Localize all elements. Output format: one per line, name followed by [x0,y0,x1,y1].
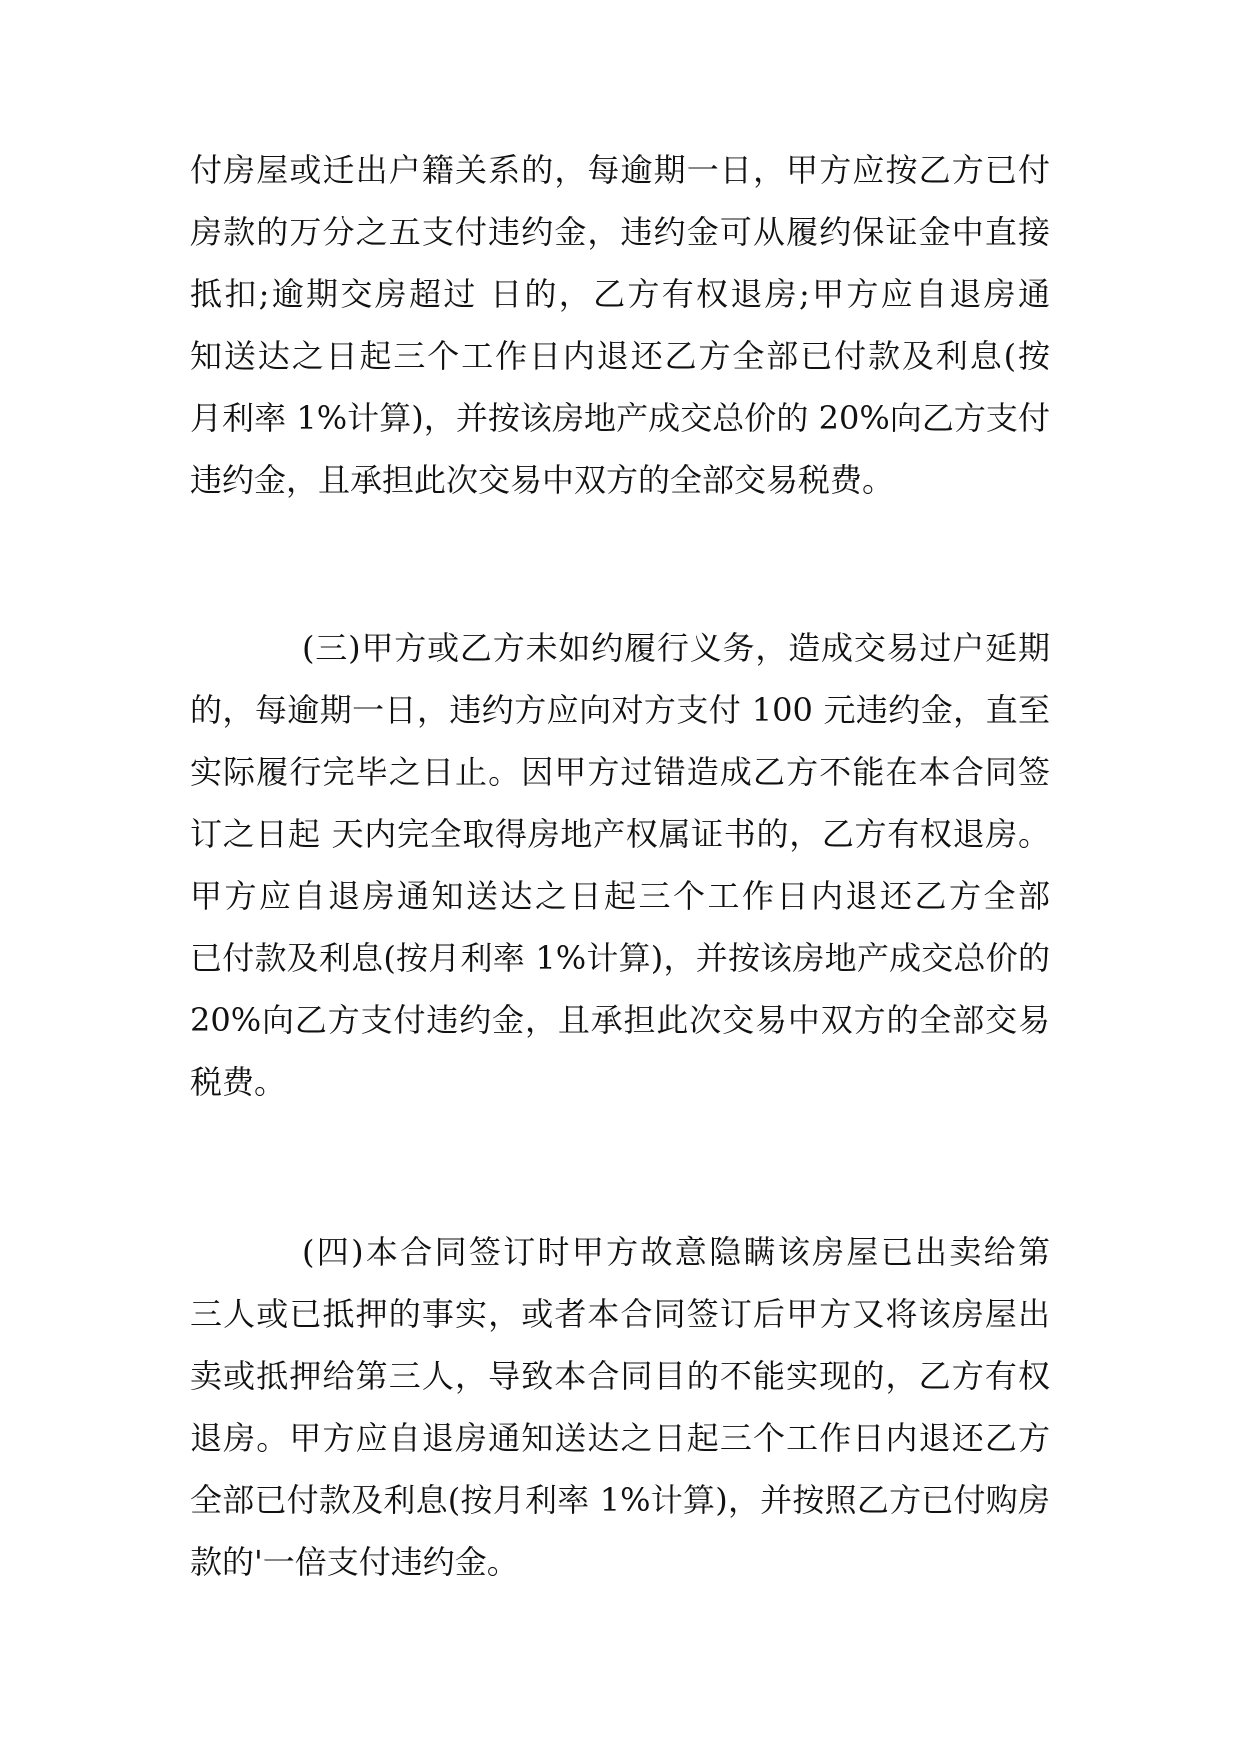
paragraph-line: 款的'一倍支付违约金。 [190,1543,519,1581]
paragraph-line: 全部已付款及利息(按月利率 1%计算)，并按照乙方已付购房 [190,1481,1050,1519]
paragraph-line: 三人或已抵押的事实，或者本合同签订后甲方又将该房屋出 [190,1295,1050,1333]
paragraph-line: 订之日起 天内完全取得房地产权属证书的，乙方有权退房。 [190,815,1050,853]
paragraph-line: 税费。 [190,1063,287,1101]
paragraph-line: 甲方应自退房通知送达之日起三个工作日内退还乙方全部 [190,877,1050,915]
paragraph-line: 付房屋或迁出户籍关系的，每逾期一日，甲方应按乙方已付 [190,151,1050,189]
paragraph-line: (四)本合同签订时甲方故意隐瞒该房屋已出卖给第 [302,1233,1050,1271]
paragraph-line: (三)甲方或乙方未如约履行义务，造成交易过户延期 [302,629,1050,667]
paragraph-line: 实际履行完毕之日止。因甲方过错造成乙方不能在本合同签 [190,753,1050,791]
paragraph-line: 月利率 1%计算)，并按该房地产成交总价的 20%向乙方支付 [190,399,1050,437]
paragraph-line: 的，每逾期一日，违约方应向对方支付 100 元违约金，直至 [190,691,1050,729]
paragraph-line: 卖或抵押给第三人，导致本合同目的不能实现的，乙方有权 [190,1357,1050,1395]
paragraph-line: 房款的万分之五支付违约金，违约金可从履约保证金中直接 [190,213,1050,251]
paragraph-line: 20%向乙方支付违约金，且承担此次交易中双方的全部交易 [190,1001,1050,1039]
paragraph-line: 已付款及利息(按月利率 1%计算)，并按该房地产成交总价的 [190,939,1050,977]
paragraph-line: 退房。甲方应自退房通知送达之日起三个工作日内退还乙方 [190,1419,1050,1457]
paragraph-line: 抵扣;逾期交房超过 日的，乙方有权退房;甲方应自退房通 [190,275,1050,313]
paragraph-line: 违约金，且承担此次交易中双方的全部交易税费。 [190,461,895,499]
paragraph-line: 知送达之日起三个工作日内退还乙方全部已付款及利息(按 [190,337,1050,375]
